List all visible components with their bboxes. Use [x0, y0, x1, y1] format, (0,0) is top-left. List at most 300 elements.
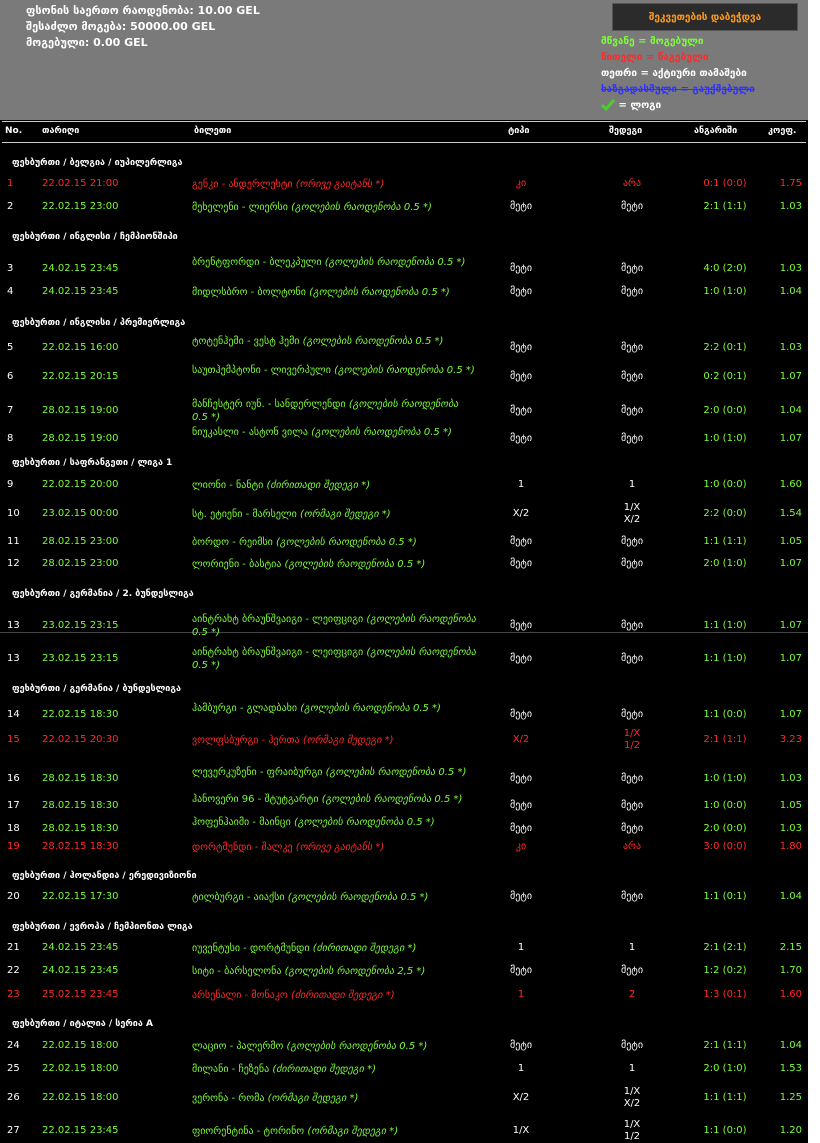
row-date: 22.02.15 18:00	[42, 1092, 119, 1103]
row-outcome	[596, 558, 668, 570]
bet-market: (გოლების რაოდენობა 0.5 *)	[192, 614, 476, 638]
row-odds: 1.04	[779, 891, 802, 902]
row-odds: 1.54	[779, 508, 802, 519]
outcome-value-2: 1/2	[623, 1131, 641, 1142]
row-odds: 1.04	[779, 405, 802, 416]
bet-market: (ორმაგი შედეგი *)	[307, 1126, 399, 1137]
row-ticket[interactable]	[192, 479, 477, 492]
row-date: 22.02.15 20:00	[42, 479, 119, 490]
col-no: No.	[5, 126, 23, 136]
row-date: 28.02.15 19:00	[42, 405, 119, 416]
row-number: 25	[7, 1063, 20, 1074]
row-ticket[interactable]	[192, 965, 477, 978]
row-outcome	[596, 286, 668, 298]
match-name: ლაციო - პალერმო	[192, 1041, 287, 1052]
row-number: 4	[7, 286, 14, 297]
bet-market: (ორივე გაიტანს *)	[295, 179, 385, 190]
row-ticket[interactable]	[192, 702, 477, 715]
row-outcome	[596, 201, 668, 213]
bet-market: (ორმაგი შედეგი *)	[267, 1093, 359, 1104]
row-type: მეტი	[509, 620, 533, 631]
row-date: 28.02.15 18:30	[42, 823, 119, 834]
match-name: არსენალი - მონაკო	[192, 990, 291, 1001]
outcome-value: მეტი	[620, 1040, 644, 1051]
row-odds: 2.15	[779, 942, 802, 953]
won-label: მოგებული:	[26, 36, 90, 49]
row-result: 1:1 (0:0)	[703, 1125, 747, 1136]
row-type: 1	[517, 989, 525, 1000]
section-header: ფეხბურთი / ინგლისი / ჩემპიონშიპი	[12, 232, 178, 242]
row-type: მეტი	[509, 709, 533, 720]
match-name: ლიონი - ნანტი	[192, 480, 267, 491]
row-ticket[interactable]	[192, 942, 477, 955]
row-outcome	[596, 1063, 668, 1075]
row-date: 24.02.15 23:45	[42, 286, 119, 297]
row-type: მეტი	[509, 1040, 533, 1051]
row-number: 9	[7, 479, 14, 490]
match-name: აინტრახტ ბრაუნშვაიგი - ლეიფციგი	[192, 614, 367, 625]
row-outcome	[596, 942, 668, 954]
outcome-value: 2	[628, 989, 636, 1000]
row-type: 1	[517, 479, 525, 490]
row-date: 23.02.15 23:15	[42, 653, 119, 664]
outcome-value: მეტი	[620, 965, 644, 976]
row-outcome	[596, 620, 668, 632]
outcome-value: 1/X	[623, 1086, 641, 1097]
row-outcome	[596, 263, 668, 275]
row-result: 2:2 (0:1)	[703, 342, 747, 353]
row-type: მეტი	[509, 536, 533, 547]
row-ticket[interactable]	[192, 256, 477, 269]
row-odds: 1.07	[779, 371, 802, 382]
row-result: 1:1 (1:0)	[703, 653, 747, 664]
row-type: კი	[515, 841, 527, 852]
row-odds: 1.05	[779, 800, 802, 811]
row-date: 28.02.15 23:00	[42, 558, 119, 569]
row-type: 1/X	[512, 1125, 530, 1136]
legend-green: მწვანე = მოგებული	[601, 36, 704, 47]
match-name: ტილბურგი - აიაქსი	[192, 892, 288, 903]
match-name: იუვენტუსი - დორტმუნდი	[192, 943, 313, 954]
bet-market: (ძირითადი შედეგი *)	[272, 1064, 376, 1075]
row-ticket[interactable]	[192, 734, 477, 747]
section-header: ფეხბურთი / გერმანია / 2. ბუნდესლიგა	[12, 589, 194, 599]
summary-header	[0, 0, 808, 120]
row-type: მეტი	[509, 773, 533, 784]
row-number: 13	[7, 620, 20, 631]
row-ticket[interactable]	[192, 286, 477, 299]
row-ticket[interactable]	[192, 816, 477, 829]
match-name: სტ. ეტიენი - მარსელი	[192, 509, 300, 520]
legend-red: წითელი = წაგებული	[601, 52, 709, 63]
bet-market: (გოლების რაოდენობა 0.5 *)	[291, 202, 432, 213]
col-type: ტიპი	[508, 126, 530, 136]
row-date: 22.02.15 18:00	[42, 1040, 119, 1051]
row-date: 22.02.15 16:00	[42, 342, 119, 353]
outcome-value: მეტი	[620, 536, 644, 547]
row-date: 22.02.15 20:30	[42, 734, 119, 745]
bet-market: (ორმაგი შედეგი *)	[302, 735, 394, 746]
row-odds: 1.03	[779, 773, 802, 784]
match-name: ბრენტფორდი - ბლეკპული	[192, 257, 325, 268]
row-date: 22.02.15 17:30	[42, 891, 119, 902]
row-result: 1:0 (1:0)	[703, 286, 747, 297]
row-result: 1:1 (1:1)	[703, 1092, 747, 1103]
row-number: 6	[7, 371, 14, 382]
row-odds: 1.75	[779, 178, 802, 189]
row-number: 15	[7, 734, 20, 745]
row-date: 25.02.15 23:45	[42, 989, 119, 1000]
bet-market: (ძირითადი შედეგი *)	[266, 480, 371, 491]
row-odds: 1.20	[779, 1125, 802, 1136]
outcome-value: არა	[622, 841, 642, 852]
row-ticket[interactable]	[192, 201, 477, 214]
bet-market: (გოლების რაოდენობა 0.5 *)	[286, 1041, 428, 1052]
row-odds: 1.07	[779, 620, 802, 631]
row-odds: 1.03	[779, 263, 802, 274]
won-line	[26, 36, 148, 49]
row-type: მეტი	[509, 891, 533, 902]
table-header	[2, 121, 806, 143]
row-date: 22.02.15 18:00	[42, 1063, 119, 1074]
col-result: ანგარიში	[694, 126, 738, 136]
row-odds: 1.80	[779, 841, 802, 852]
row-ticket[interactable]	[192, 398, 477, 424]
bet-market: (გოლების რაოდენობა 0.5 *)	[287, 892, 429, 903]
row-number: 21	[7, 942, 20, 953]
outcome-value: მეტი	[620, 800, 644, 811]
row-ticket[interactable]	[192, 558, 477, 571]
row-ticket[interactable]	[192, 891, 477, 904]
row-number: 14	[7, 709, 20, 720]
outcome-value: 1	[628, 479, 636, 490]
outcome-value: არა	[622, 178, 642, 189]
row-outcome	[596, 773, 668, 785]
row-outcome	[596, 653, 668, 665]
bet-market: (ორმაგი შედეგი *)	[299, 509, 391, 520]
match-name: ჰანოვერი 96 - შტუტგარტი	[192, 794, 322, 805]
match-name: მილანი - ჩეზენა	[192, 1064, 273, 1075]
bet-market: (გოლების რაოდენობა 0.5 *)	[309, 287, 450, 298]
row-outcome	[596, 823, 668, 835]
outcome-value: 1	[628, 1063, 636, 1074]
row-result: 0:2 (0:1)	[703, 371, 747, 382]
row-number: 19	[7, 841, 20, 852]
row-odds: 1.07	[779, 709, 802, 720]
bet-market: (გოლების რაოდენობა 0.5 *)	[192, 399, 459, 423]
row-result: 1:2 (0:2)	[703, 965, 747, 976]
row-type: მეტი	[509, 433, 533, 444]
row-odds: 1.03	[779, 342, 802, 353]
outcome-value-2: X/2	[623, 514, 641, 525]
row-date: 24.02.15 23:45	[42, 263, 119, 274]
row-number: 22	[7, 965, 20, 976]
row-date: 28.02.15 18:30	[42, 841, 119, 852]
outcome-value: მეტი	[620, 263, 644, 274]
col-odds: კოეფ.	[768, 126, 797, 136]
row-date: 22.02.15 21:00	[42, 178, 119, 189]
match-name: ლევერკუზენი - ფრაიბურგი	[192, 767, 326, 778]
row-number: 23	[7, 989, 20, 1000]
match-name: აინტრახტ ბრაუნშვაიგი - ლეიფციგი	[192, 647, 367, 658]
row-type: მეტი	[509, 800, 533, 811]
bet-market: (ძირითადი შედეგი *)	[290, 990, 395, 1001]
row-outcome	[596, 841, 668, 853]
row-result: 0:1 (0:0)	[703, 178, 747, 189]
row-odds: 1.07	[779, 653, 802, 664]
row-odds: 1.03	[779, 823, 802, 834]
row-type: მეტი	[509, 263, 533, 274]
row-ticket[interactable]	[192, 646, 477, 672]
row-result: 1:1 (1:0)	[703, 620, 747, 631]
row-ticket[interactable]	[192, 1040, 477, 1053]
outcome-value: 1/X	[623, 728, 641, 739]
row-ticket[interactable]	[192, 989, 477, 1002]
row-date: 22.02.15 23:00	[42, 201, 119, 212]
possible-win-label: შესაძლო მოგება:	[26, 20, 127, 33]
bet-market: (გოლების რაოდენობა 0.5 *)	[334, 365, 475, 376]
row-type: მეტი	[509, 201, 533, 212]
outcome-value: მეტი	[620, 371, 644, 382]
row-odds: 1.53	[779, 1063, 802, 1074]
row-outcome	[596, 502, 668, 526]
row-odds: 1.04	[779, 286, 802, 297]
match-name: ჰოფენჰაიმი - მაინცი	[192, 817, 294, 828]
match-name: ჰამბურგი - გლადბახი	[192, 703, 301, 714]
bet-market: (გოლების რაოდენობა 0.5 *)	[300, 703, 441, 714]
bet-market: (გოლების რაოდენობა 2,5 *)	[284, 966, 426, 977]
outcome-value: მეტი	[620, 773, 644, 784]
row-result: 4:0 (2:0)	[703, 263, 747, 274]
row-date: 28.02.15 18:30	[42, 773, 119, 784]
row-number: 27	[7, 1125, 20, 1136]
match-name: გენკი - ანდერლეხტი	[192, 179, 296, 190]
row-ticket[interactable]	[192, 841, 477, 854]
row-outcome	[596, 800, 668, 812]
row-type: მეტი	[509, 286, 533, 297]
row-ticket[interactable]	[192, 1092, 477, 1105]
row-number: 7	[7, 405, 14, 416]
bet-market: (ძირითადი შედეგი *)	[312, 943, 417, 954]
row-result: 1:0 (1:0)	[703, 433, 747, 444]
match-name: ნიუკასლი - ასტონ ვილა	[192, 427, 312, 438]
row-outcome	[596, 989, 668, 1001]
row-result: 1:0 (0:0)	[703, 479, 747, 490]
match-name: მეხელენი - ლიერსი	[192, 202, 292, 213]
bet-market: (გოლების რაოდენობა 0.5 *)	[276, 537, 417, 548]
possible-win-value: 50000.00 GEL	[130, 20, 216, 33]
bet-market: (ორივე გაიტანს *)	[295, 842, 385, 853]
row-result: 3:0 (0:0)	[703, 841, 747, 852]
row-outcome	[596, 405, 668, 417]
outcome-value: მეტი	[620, 620, 644, 631]
row-ticket[interactable]	[192, 613, 477, 639]
outcome-value: მეტი	[620, 558, 644, 569]
row-outcome	[596, 479, 668, 491]
match-name: სიტი - ბარსელონა	[192, 966, 285, 977]
match-name: მანჩესტერ იუნ. - სანდერლენდი	[192, 399, 349, 410]
bet-market: (გოლების რაოდენობა 0.5 *)	[192, 647, 476, 671]
outcome-value: მეტი	[620, 891, 644, 902]
match-name: ვოლფსბურგი - ჰერთა	[192, 735, 303, 746]
bet-market: (გოლების რაოდენობა 0.5 *)	[321, 794, 463, 805]
row-type: X/2	[512, 734, 530, 745]
section-header: ფეხბურთი / ევროპა / ჩემპიონთა ლიგა	[12, 922, 193, 932]
row-type: მეტი	[509, 653, 533, 664]
row-outcome	[596, 965, 668, 977]
bet-market: (გოლების რაოდენობა 0.5 *)	[324, 257, 466, 268]
col-ticket: ბილეთი	[194, 126, 232, 136]
legend-blue: ხაზგადასმული = გაუქმებული	[601, 84, 755, 95]
row-ticket[interactable]	[192, 793, 477, 806]
row-result: 1:1 (1:1)	[703, 536, 747, 547]
row-type: 1	[517, 942, 525, 953]
row-type: მეტი	[509, 342, 533, 353]
outcome-value: 1/X	[623, 502, 641, 513]
row-number: 5	[7, 342, 14, 353]
row-result: 1:0 (0:0)	[703, 800, 747, 811]
match-name: ლორიენი - ბასტია	[192, 559, 285, 570]
row-date: 28.02.15 23:00	[42, 536, 119, 547]
row-result: 2:1 (1:1)	[703, 734, 747, 745]
row-odds: 1.03	[779, 201, 802, 212]
row-number: 11	[7, 536, 20, 547]
row-outcome	[596, 1119, 668, 1143]
row-ticket[interactable]	[192, 1063, 477, 1076]
row-number: 3	[7, 263, 14, 274]
outcome-value: მეტი	[620, 286, 644, 297]
row-odds: 3.23	[779, 734, 802, 745]
possible-win-line	[26, 20, 215, 33]
outcome-value: მეტი	[620, 342, 644, 353]
row-type: მეტი	[509, 965, 533, 976]
row-ticket[interactable]	[192, 1125, 477, 1138]
row-number: 1	[7, 178, 14, 189]
row-date: 24.02.15 23:45	[42, 965, 119, 976]
row-outcome	[596, 342, 668, 354]
row-date: 24.02.15 23:45	[42, 942, 119, 953]
row-type: X/2	[512, 1092, 530, 1103]
match-name: ბორდო - რეიმსი	[192, 537, 277, 548]
row-number: 10	[7, 508, 20, 519]
row-number: 8	[7, 433, 14, 444]
row-type: 1	[517, 1063, 525, 1074]
match-name: დორტმუნდი - შალკე	[192, 842, 296, 853]
row-type: მეტი	[509, 558, 533, 569]
outcome-value: მეტი	[620, 201, 644, 212]
row-outcome	[596, 433, 668, 445]
row-ticket[interactable]	[192, 536, 477, 549]
row-ticket[interactable]	[192, 178, 477, 191]
outcome-value: მეტი	[620, 823, 644, 834]
row-number: 16	[7, 773, 20, 784]
match-name: ტოტენჰემი - ვესტ ჰემი	[192, 336, 303, 347]
outcome-value: მეტი	[620, 405, 644, 416]
row-result: 2:2 (0:0)	[703, 508, 747, 519]
row-result: 1:3 (0:1)	[703, 989, 747, 1000]
total-odds-label: ფსონის საერთო რაოდენობა:	[26, 4, 194, 17]
row-date: 22.02.15 23:45	[42, 1125, 119, 1136]
row-odds: 1.70	[779, 965, 802, 976]
print-orders-button[interactable]: შეკვეთების დაბეჭდვა	[612, 3, 798, 31]
bet-market: (გოლების რაოდენობა 0.5 *)	[293, 817, 435, 828]
section-header: ფეხბურთი / ბელგია / იუპილერლიგა	[12, 158, 183, 168]
row-outcome	[596, 371, 668, 383]
row-number: 17	[7, 800, 20, 811]
row-odds: 1.60	[779, 479, 802, 490]
total-odds-value: 10.00 GEL	[197, 4, 260, 17]
outcome-value: მეტი	[620, 433, 644, 444]
match-name: მიდლსბრო - ბოლტონი	[192, 287, 310, 298]
row-number: 13	[7, 653, 20, 664]
row-number: 2	[7, 201, 14, 212]
row-odds: 1.07	[779, 558, 802, 569]
row-result: 2:0 (1:0)	[703, 558, 747, 569]
section-header: ფეხბურთი / ჰოლანდია / ერედივიზიონი	[12, 871, 197, 881]
bet-market: (გოლების რაოდენობა 0.5 *)	[325, 767, 467, 778]
row-odds: 1.05	[779, 536, 802, 547]
row-outcome	[596, 1086, 668, 1110]
row-ticket[interactable]	[192, 364, 477, 377]
row-ticket[interactable]	[192, 426, 477, 439]
row-result: 2:0 (1:0)	[703, 1063, 747, 1074]
row-odds: 1.25	[779, 1092, 802, 1103]
row-result: 2:1 (2:1)	[703, 942, 747, 953]
col-outcome: შედეგი	[609, 126, 643, 136]
section-header: ფეხბურთი / გერმანია / ბუნდესლიგა	[12, 684, 181, 694]
total-odds-line	[26, 4, 260, 17]
row-result: 2:1 (1:1)	[703, 201, 747, 212]
row-result: 1:1 (0:1)	[703, 891, 747, 902]
row-outcome	[596, 709, 668, 721]
row-result: 1:0 (1:0)	[703, 773, 747, 784]
match-name: ფიორენტინა - ტორინო	[192, 1126, 308, 1137]
legend-white: თეთრი = აქტიური თამაშები	[601, 68, 747, 79]
row-date: 22.02.15 20:15	[42, 371, 119, 382]
outcome-value-2: 1/2	[623, 740, 641, 751]
row-type: კი	[515, 178, 527, 189]
legend-check-text: = ლოგი	[618, 100, 662, 111]
row-date: 23.02.15 23:15	[42, 620, 119, 631]
row-outcome	[596, 536, 668, 548]
match-name: საუთჰემპტონი - ლივერპული	[192, 365, 335, 376]
row-result: 1:1 (0:0)	[703, 709, 747, 720]
row-ticket[interactable]	[192, 508, 477, 521]
bet-market: (გოლების რაოდენობა 0.5 *)	[302, 336, 444, 347]
row-type: მეტი	[509, 405, 533, 416]
row-ticket[interactable]	[192, 335, 477, 348]
section-header: ფეხბურთი / საფრანგეთი / ლიგა 1	[12, 458, 173, 468]
checkmark-icon	[601, 99, 615, 111]
row-number: 24	[7, 1040, 20, 1051]
row-ticket[interactable]	[192, 766, 477, 779]
bet-market: (გოლების რაოდენობა 0.5 *)	[311, 427, 452, 438]
row-type: X/2	[512, 508, 530, 519]
bet-market: (გოლების რაოდენობა 0.5 *)	[284, 559, 426, 570]
legend-check	[601, 99, 661, 111]
row-result: 2:0 (0:0)	[703, 823, 747, 834]
row-date: 28.02.15 18:30	[42, 800, 119, 811]
row-outcome	[596, 1040, 668, 1052]
row-result: 2:0 (0:0)	[703, 405, 747, 416]
section-header: ფეხბურთი / ინგლისი / პრემიერლიგა	[12, 318, 186, 328]
outcome-value: 1	[628, 942, 636, 953]
row-number: 20	[7, 891, 20, 902]
outcome-value-2: X/2	[623, 1098, 641, 1109]
row-odds: 1.60	[779, 989, 802, 1000]
row-outcome	[596, 728, 668, 752]
row-type: მეტი	[509, 371, 533, 382]
